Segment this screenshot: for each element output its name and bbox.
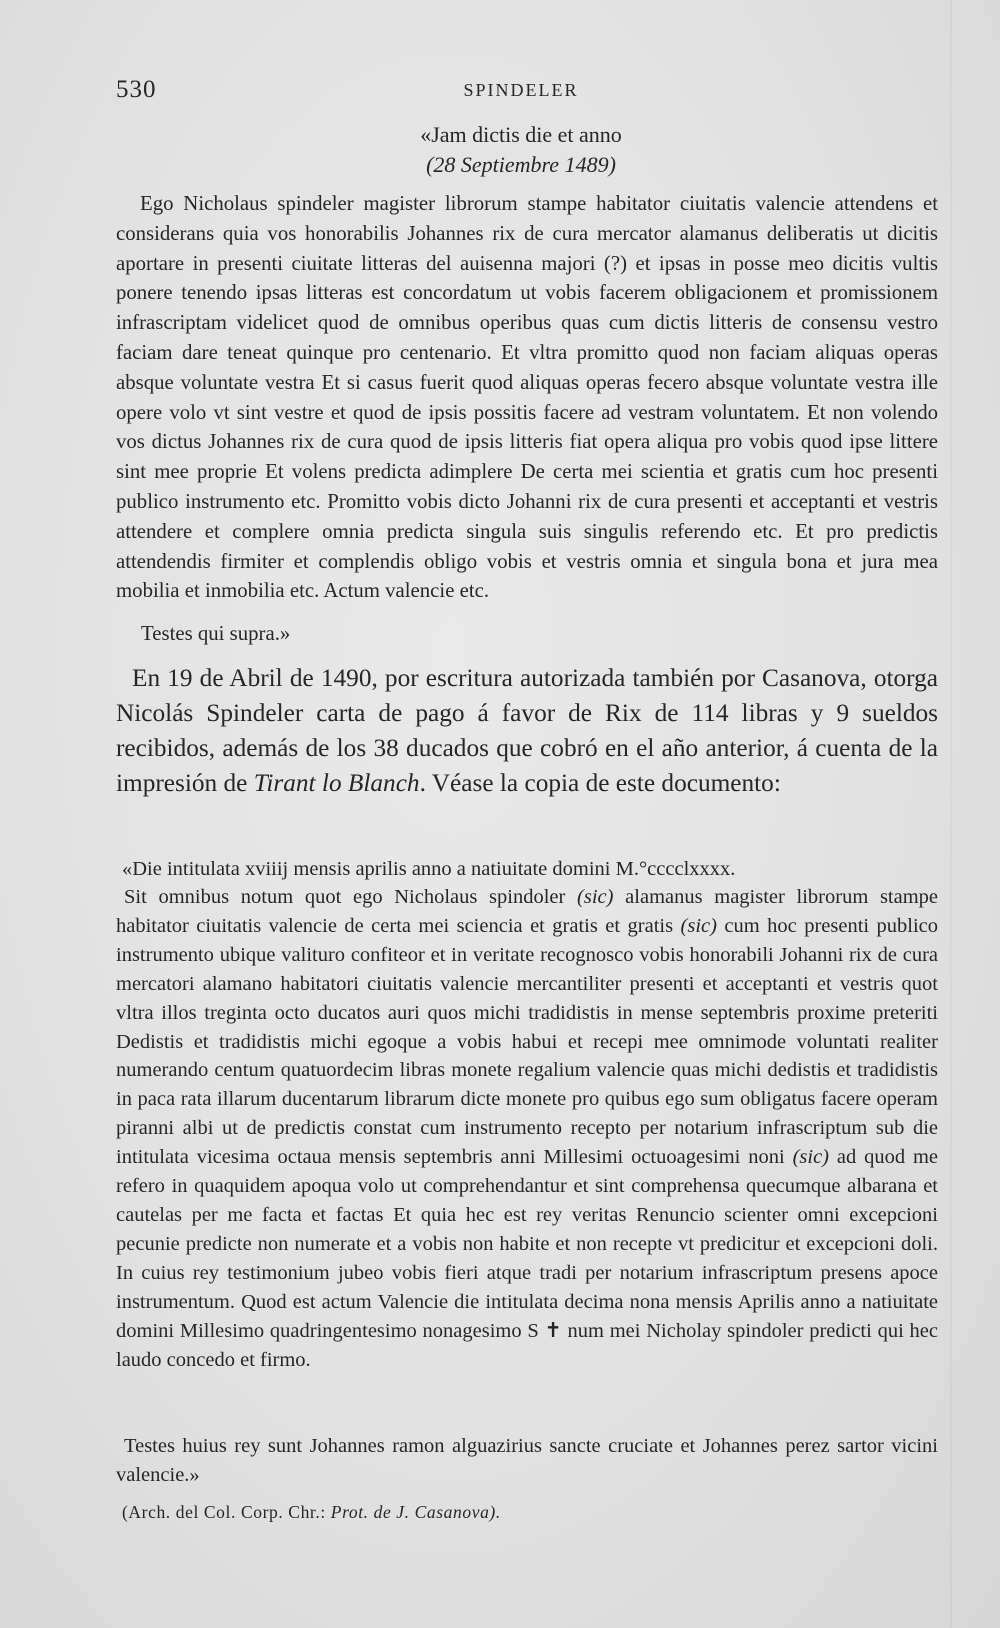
- archive-reference-prefix: (Arch. del Col. Corp. Chr.:: [122, 1502, 331, 1522]
- archive-reference: [116, 1500, 938, 1524]
- narrative-paragraph: [116, 661, 938, 801]
- narrative-text-end: . Véase la copia de este documento:: [419, 769, 781, 797]
- document2-body-part: cum hoc presenti publico instrumento ubique valituro confiteor et in veritate recognosco vobis honorabili Johanni rix de cura mercatori alamano habitatori ciuitatis valencie mercantiliter presenti et acceptanti et vestris quot vltra illos treginta octo ducatos auri quos michi tradidistis in mense septembris proxime preteriti Dedistis et tradidistis michi egoque a vobis habui et recepi mee omnimode voluntati realiter numerando centum quatuordecim libras monete regalium valencie quas michi dedistis et tradidistis in paca rata illarum ducentarum librarum dicte monete pro quibus ego sum obligatus facere operam piranni albi ut de predictis constat cum instrumento recepto per notarium infrascriptum sub die intitulata vicesima octaua mensis septembris anni Millesimi octuoagesimi noni: [116, 914, 939, 1169]
- document1-witnesses: Testes qui supra.»: [141, 622, 291, 645]
- document2-body: [116, 883, 938, 1374]
- sic-annotation: (sic): [577, 886, 614, 908]
- document2-body-part: Sit omnibus notum quot ego Nicholaus spindoler: [124, 886, 566, 908]
- document2-heading: «Die intitulata xviiij mensis aprilis anno a natiuitate domini M.°cccclxxxx.: [122, 858, 736, 880]
- document2-witnesses: Testes huius rey sunt Johannes ramon alguazirius sancte cruciate et Johannes perez sartor vicini valencie.»: [116, 1435, 938, 1486]
- page-number: 530: [116, 76, 157, 103]
- sic-annotation: (sic): [792, 1146, 830, 1169]
- book-title: Tirant lo Blanch: [253, 769, 420, 797]
- archive-reference-source: Prot. de J. Casanova).: [330, 1502, 501, 1522]
- page-header: [116, 76, 926, 106]
- document1-intro: «Jam dictis die et anno: [420, 122, 622, 147]
- document1-date: (28 Septiembre 1489): [426, 152, 616, 177]
- document1-body: Ego Nicholaus spindeler magister librorum stampe habitator ciuitatis valencie attendens et considerans quia vos honorabilis Johannes rix de cura mercator alamanus deliberatis ut dicitis aportare in presenti ciuitate litteras del auisenna majori (?) et ipsas in posse meo dicitis vultis ponere tenendo ipsas litteras est concordatum ut vobis facerem obligacionem et promissionem infrascriptam videlicet quod de omnibus operibus quas cum dictis litteris de consensu vestro faciam dare teneat quinque pro centenario. Et vltra promitto quod non faciam aliquas operas absque voluntate vestra Et si casus fuerit quod aliquas operas fecero absque voluntate vestra ille opere volo vt sint vestre et quod de ipsis possitis facere ad vestram voluntatem. Et non volendo vos dictus Johannes rix de cura quod de ipsis litteris fiat opera aliqua pro vobis quod ipse littere sint mee proprie Et volens predicta adimplere De certa mei scientia et gratis cum hoc presenti publico instrumento etc. Promitto vobis dicto Johanni rix de cura presenti et acceptanti et vestris attendere et complere omnia predicta singula suis singulis referendo etc. Et pro predictis attendendis firmiter et complendis obligo vobis et vestris omnia et singula bona et jura mea mobilia et inmobilia etc. Actum valencie etc.: [116, 192, 938, 603]
- document2-body-part: ad quod me refero in quaquidem apoqua volo ut comprehendantur et sint comprehensa quecumque albarana et cautelas per me facta et factas Et quia hec est rey veritas Renuncio scienter omni excepcioni pecunie predicte non numerate et a vobis non habite et non recepte vt predicitur et excepcioni doli. In cuius rey testimonium jubeo vobis fieri atque tradi per notarium infrascriptum presens apoce instrumentum. Quod est actum Valencie die intitulata decima nona mensis Aprilis anno a natiuitate domini Millesimo quadringentesimo nonagesimo S ✝ num mei Nicholay spindoler predicti qui hec laudo concedo et firmo.: [116, 1146, 939, 1371]
- sic-annotation: (sic): [680, 914, 717, 937]
- document2-body-part: alamanus magister librorum stampe habitator ciuitatis valencie de certa mei sciencia et gratis et gratis: [116, 886, 939, 937]
- running-head: SPINDELER: [463, 80, 579, 100]
- document1-heading: [116, 120, 926, 180]
- page-crease: [950, 0, 952, 1628]
- narrative-text: En 19 de Abril de 1490, por escritura autorizada también por Casanova, otorga Nicolás Spindeler carta de pago á favor de Rix de 114 libras y 9 sueldos recibidos, además de los 38 ducados que cobró en el año anterior, á cuenta de la impresión de: [116, 664, 938, 797]
